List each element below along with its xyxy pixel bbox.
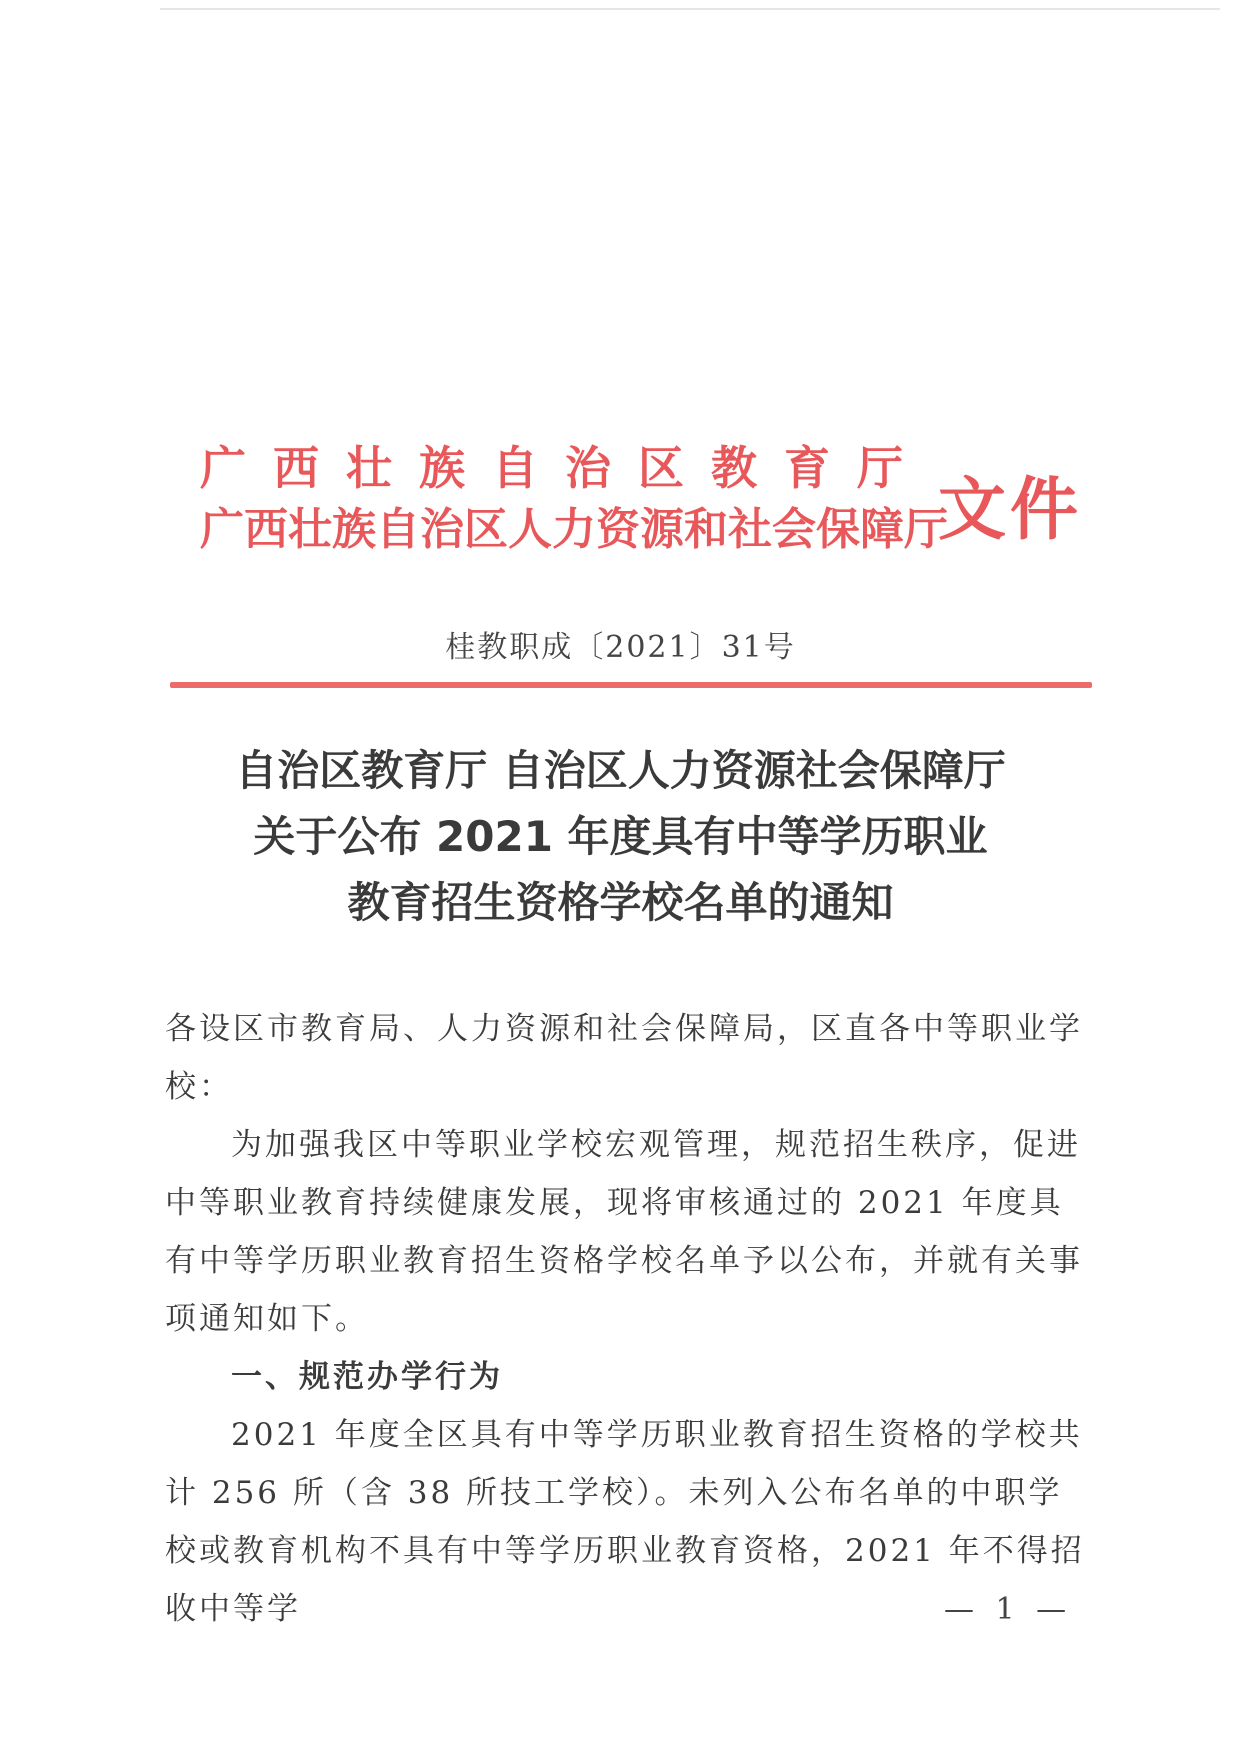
title-line-2: 关于公布 2021 年度具有中等学历职业 bbox=[253, 812, 988, 861]
title-line-1: 自治区教育厅 自治区人力资源社会保障厅 bbox=[235, 746, 1006, 795]
title-line-3: 教育招生资格学校名单的通知 bbox=[347, 878, 894, 927]
document-title bbox=[0, 738, 1241, 936]
issuer-human-resources-department: 广西壮族自治区人力资源和社会保障厅 bbox=[200, 504, 948, 555]
paragraph-section-1: 2021 年度全区具有中等学历职业教育招生资格的学校共计 256 所（含 38 所技工学校）。未列入公布名单的中职学校或教育机构不具有中等学历职业教育资格，2021 年不得招收中等学 bbox=[165, 1417, 1085, 1627]
header-divider-rule bbox=[170, 682, 1092, 688]
document-header bbox=[200, 440, 1090, 580]
section-heading-1: 一、规范办学行为 bbox=[231, 1359, 503, 1395]
document-body bbox=[165, 1000, 1090, 1638]
paragraph-intro: 为加强我区中等职业学校宏观管理，规范招生秩序，促进中等职业教育持续健康发展，现将审核通过的 2021 年度具有中等学历职业教育招生资格学校名单予以公布，并就有关事项通知如下。 bbox=[165, 1127, 1083, 1337]
document-number: 桂教职成〔2021〕31号 bbox=[445, 630, 796, 665]
salutation: 各设区市教育局、人力资源和社会保障局，区直各中等职业学校： bbox=[165, 1011, 1083, 1105]
issuer-education-department: 广西壮族自治区教育厅 bbox=[200, 441, 930, 495]
document-kind: 文件 bbox=[938, 470, 1083, 550]
page-number: — 1 — bbox=[944, 1592, 1073, 1627]
scan-top-edge bbox=[160, 8, 1220, 10]
